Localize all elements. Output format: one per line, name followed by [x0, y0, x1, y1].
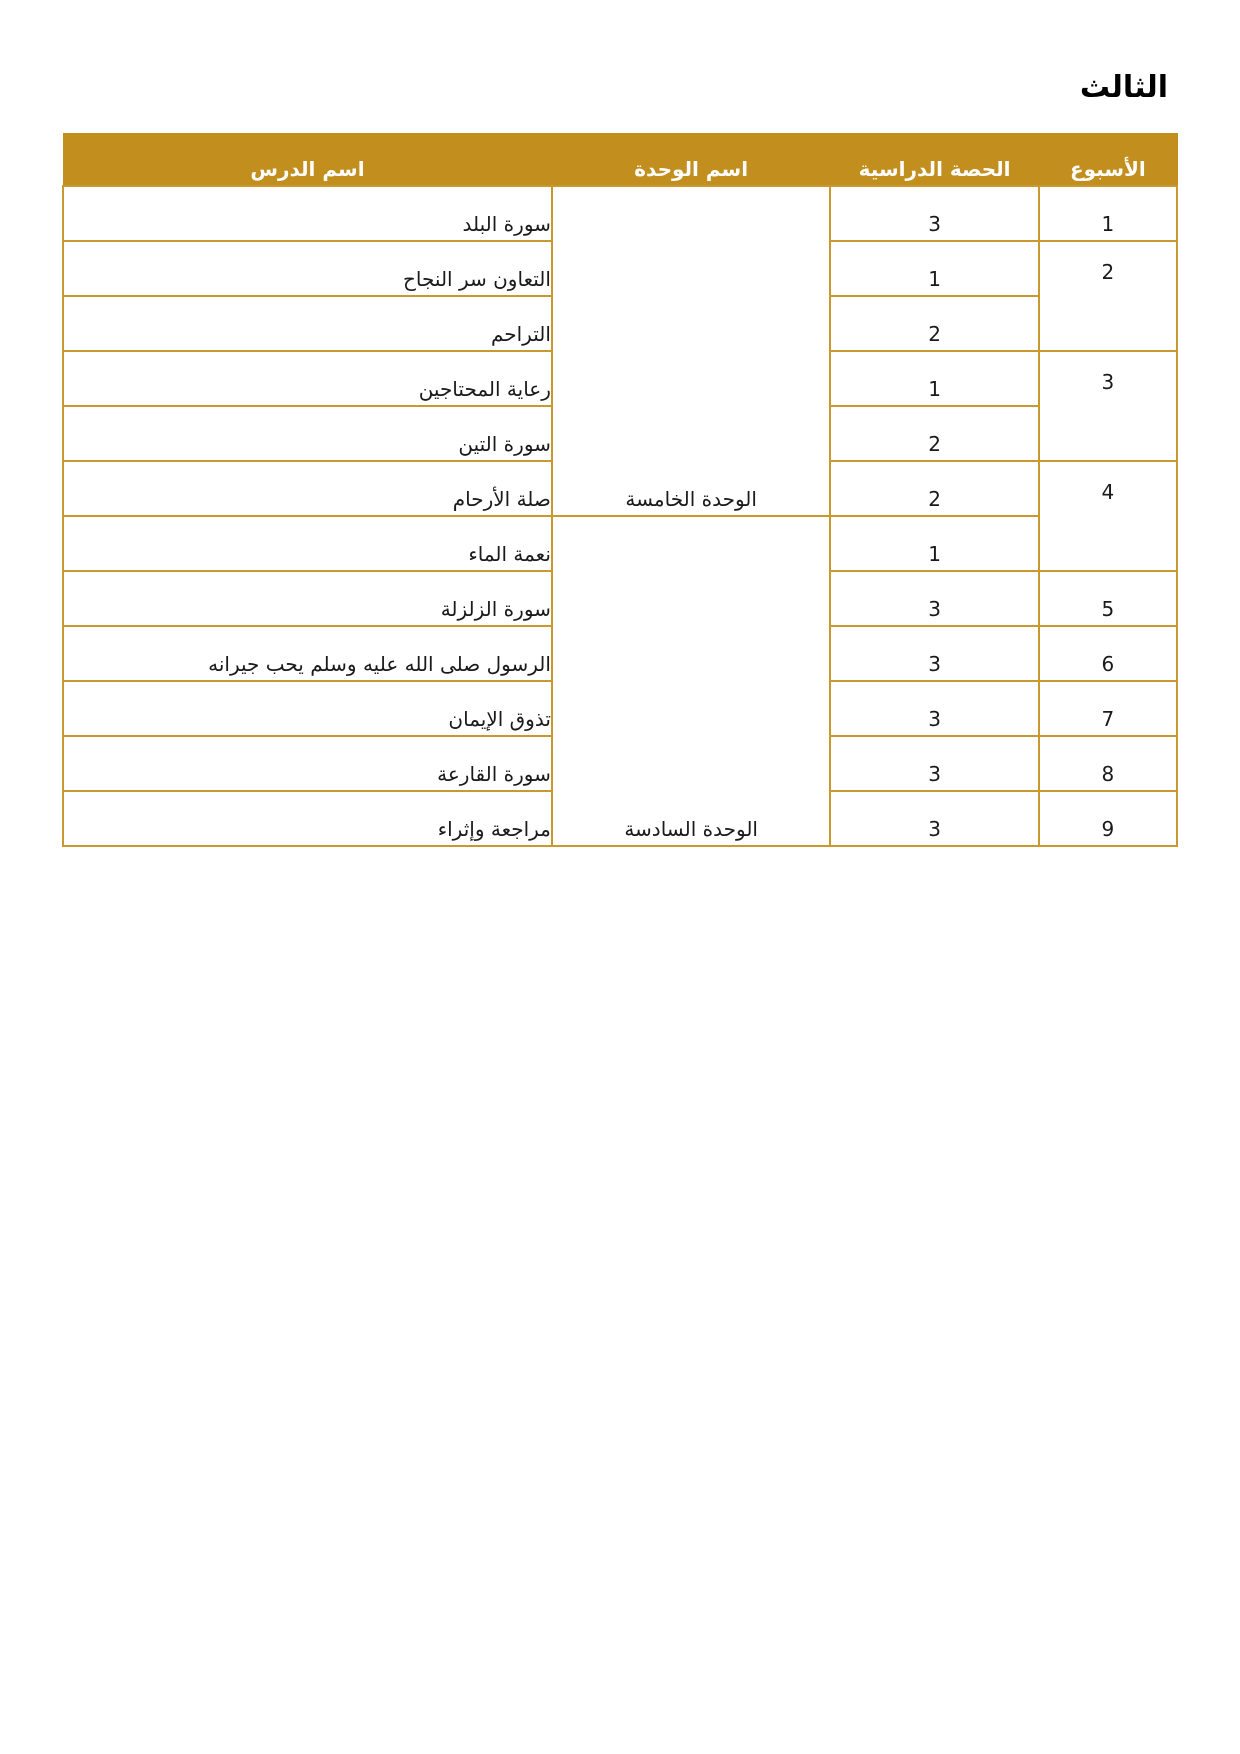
session-cell: 2 — [830, 296, 1038, 351]
lesson-plan-table — [62, 133, 1178, 847]
lesson-cell: صلة الأرحام — [63, 461, 552, 516]
lesson-cell: سورة القارعة — [63, 736, 552, 791]
week-cell: 3 — [1039, 351, 1177, 461]
session-cell: 3 — [830, 736, 1038, 791]
session-cell: 2 — [830, 406, 1038, 461]
lesson-cell: رعاية المحتاجين — [63, 351, 552, 406]
session-cell: 3 — [830, 186, 1038, 241]
week-cell: 4 — [1039, 461, 1177, 571]
session-cell: 1 — [830, 351, 1038, 406]
session-cell: 2 — [830, 461, 1038, 516]
session-cell: 3 — [830, 571, 1038, 626]
header-session: الحصة الدراسية — [830, 133, 1038, 186]
session-cell: 3 — [830, 626, 1038, 681]
header-lesson: اسم الدرس — [63, 133, 552, 186]
table-header-row — [63, 133, 1177, 186]
lesson-cell: التعاون سر النجاح — [63, 241, 552, 296]
page-title: الثالث — [1079, 70, 1168, 105]
week-cell: 6 — [1039, 626, 1177, 681]
week-cell: 5 — [1039, 571, 1177, 626]
week-cell: 2 — [1039, 241, 1177, 351]
session-cell: 1 — [830, 516, 1038, 571]
lesson-cell: سورة التين — [63, 406, 552, 461]
week-cell: 1 — [1039, 186, 1177, 241]
lesson-cell: التراحم — [63, 296, 552, 351]
table-row — [63, 186, 1177, 241]
session-cell: 1 — [830, 241, 1038, 296]
week-cell: 8 — [1039, 736, 1177, 791]
week-cell: 7 — [1039, 681, 1177, 736]
week-cell: 9 — [1039, 791, 1177, 846]
lesson-cell: مراجعة وإثراء — [63, 791, 552, 846]
header-unit: اسم الوحدة — [552, 133, 831, 186]
lesson-cell: تذوق الإيمان — [63, 681, 552, 736]
lesson-cell: الرسول صلى الله عليه وسلم يحب جيرانه — [63, 626, 552, 681]
unit-cell: الوحدة السادسة — [552, 516, 831, 846]
lesson-cell: سورة الزلزلة — [63, 571, 552, 626]
table-row — [63, 516, 1177, 571]
lesson-cell: سورة البلد — [63, 186, 552, 241]
header-week: الأسبوع — [1039, 133, 1177, 186]
unit-cell: الوحدة الخامسة — [552, 186, 831, 516]
lesson-cell: نعمة الماء — [63, 516, 552, 571]
session-cell: 3 — [830, 791, 1038, 846]
session-cell: 3 — [830, 681, 1038, 736]
